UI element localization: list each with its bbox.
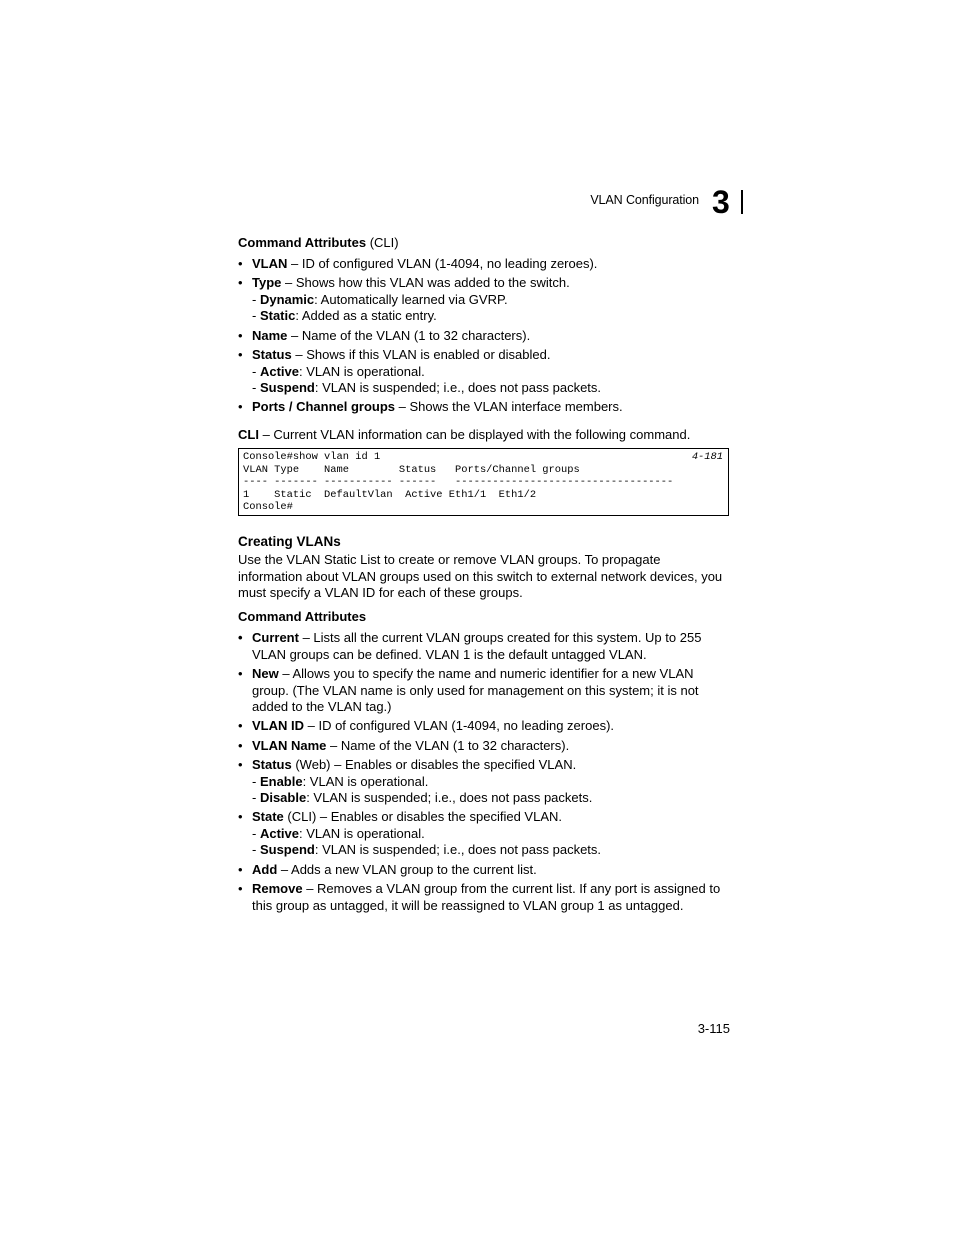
description-line: group. (The VLAN name is only used for management on this system; it is not [252,682,699,698]
bullet: • [238,757,243,772]
bullet: • [238,862,243,877]
description-line: added to the VLAN tag.) [252,699,392,714]
code-line: Console#show vlan id 1 [243,451,381,463]
description-line: VLAN groups can be defined. VLAN 1 is the default untagged VLAN. [252,646,647,662]
term: Add [252,862,278,877]
description-line: this group as untagged, it will be reassigned to VLAN group 1 as untagged. [252,897,684,913]
sub-item: - Static: Added as a static entry. [252,308,437,323]
sub-item: - Enable: VLAN is operational. [252,773,429,789]
description: (Web) – Enables or disables the specified VLAN. [291,757,577,772]
cli-intro [238,427,690,444]
term: Suspend [259,380,315,395]
bullet: • [238,666,243,681]
bullet: • [238,881,243,896]
description: – Shows if this VLAN is enabled or disabled. [291,347,551,362]
list-item [238,347,730,397]
term: VLAN [252,256,288,271]
term: Enable [259,773,303,789]
description: : VLAN is suspended; i.e., does not pass packets. [314,380,602,395]
bullet: • [238,256,243,271]
description: : VLAN is operational. [298,363,425,379]
sub-item: - Active: VLAN is operational. [252,825,425,841]
paragraph-line: information about VLAN groups used on this switch to external network devices, you [238,568,723,584]
description: – ID of configured VLAN (1-4094, no leading zeroes). [287,256,598,271]
description: – Name of the VLAN (1 to 32 characters). [326,738,570,753]
description: : VLAN is suspended; i.e., does not pass packets. [314,842,602,857]
term: Type [252,275,282,290]
code-line: VLAN Type Name Status Ports/Channel groups [243,463,580,476]
page-number: 3-115 [697,1021,730,1036]
sub-item: - Disable: VLAN is suspended; i.e., does not pass packets. [252,790,593,805]
term: Remove [252,881,303,896]
term: Dynamic [259,291,315,307]
term: New [252,666,279,681]
term: Suspend [259,842,315,857]
list-item [238,757,730,807]
term: VLAN ID [252,718,304,733]
heading-text: Command Attributes [238,235,367,250]
description: (CLI) – Enables or disables the specified VLAN. [283,809,562,824]
description: – Allows you to specify the name and numeric identifier for a new VLAN [278,666,694,681]
cli-attributes-heading [238,235,399,251]
code-line: Console# [243,501,293,513]
term: Active [259,825,299,841]
list-item [238,256,730,273]
term: Current [252,630,299,645]
attributes-heading: Command Attributes [238,609,367,624]
heading-suffix: (CLI) [366,235,399,250]
term: Name [252,328,288,343]
intro-paragraph [238,552,738,602]
list-item [238,738,730,755]
description: – ID of configured VLAN (1-4094, no leading zeroes). [304,718,615,733]
description: : VLAN is operational. [302,773,429,789]
list-item [238,718,730,735]
bullet: • [238,399,243,414]
list-item [238,399,730,416]
running-header-title: VLAN Configuration [590,193,699,207]
sub-item: - Dynamic: Automatically learned via GVRP. [252,291,508,307]
bullet: • [238,275,243,290]
code-block [239,449,728,516]
chapter-number: 3 [712,184,730,220]
list-item [238,809,730,859]
term: CLI [238,427,259,442]
sub-item: - Suspend: VLAN is suspended; i.e., does not pass packets. [252,842,602,857]
description: – Lists all the current VLAN groups created for this system. Up to 255 [298,630,702,645]
term: VLAN Name [252,738,327,753]
description: : VLAN is operational. [298,825,425,841]
code-line: 1 Static DefaultVlan Active Eth1/1 Eth1/2 [243,488,537,501]
list-item [238,666,730,716]
sub-item: - Active: VLAN is operational. [252,363,425,379]
list-item [238,862,730,879]
term: Status [252,347,292,362]
description: – Adds a new VLAN group to the current list. [277,862,537,877]
command-reference: 4-181 [691,451,723,463]
description: – Removes a VLAN group from the current list. If any port is assigned to [302,881,721,896]
bullet: • [238,738,243,753]
bullet: • [238,630,243,645]
term: Disable [259,790,307,805]
list-item [238,328,730,345]
term: State [252,809,284,824]
paragraph-line: Use the VLAN Static List to create or remove VLAN groups. To propagate [238,552,661,567]
description: – Name of the VLAN (1 to 32 characters). [287,328,531,343]
list-item [238,275,730,325]
description: – Current VLAN information can be displayed with the following command. [258,427,691,442]
bullet: • [238,347,243,362]
term: Static [259,308,296,323]
term: Status [252,757,292,772]
description: – Shows how this VLAN was added to the switch. [281,275,570,290]
list-item [238,881,730,914]
sub-item: - Suspend: VLAN is suspended; i.e., does not pass packets. [252,380,602,395]
term: Ports / Channel groups [252,399,396,414]
description: : Automatically learned via GVRP. [314,291,508,307]
description: : VLAN is suspended; i.e., does not pass packets. [306,790,593,805]
bullet: • [238,328,243,343]
bullet: • [238,809,243,824]
paragraph-line: must specify a VLAN ID for each of these groups. [238,585,523,600]
list-item [238,630,730,663]
section-heading: Creating VLANs [238,534,341,549]
bullet: • [238,718,243,733]
description: – Shows the VLAN interface members. [395,399,623,414]
code-line: ---- ------- ----------- ------ ----------------------------------- [243,476,674,488]
cli-example-box [238,448,729,516]
chapter-divider [741,190,743,214]
term: Active [259,363,299,379]
description: : Added as a static entry. [295,308,437,323]
